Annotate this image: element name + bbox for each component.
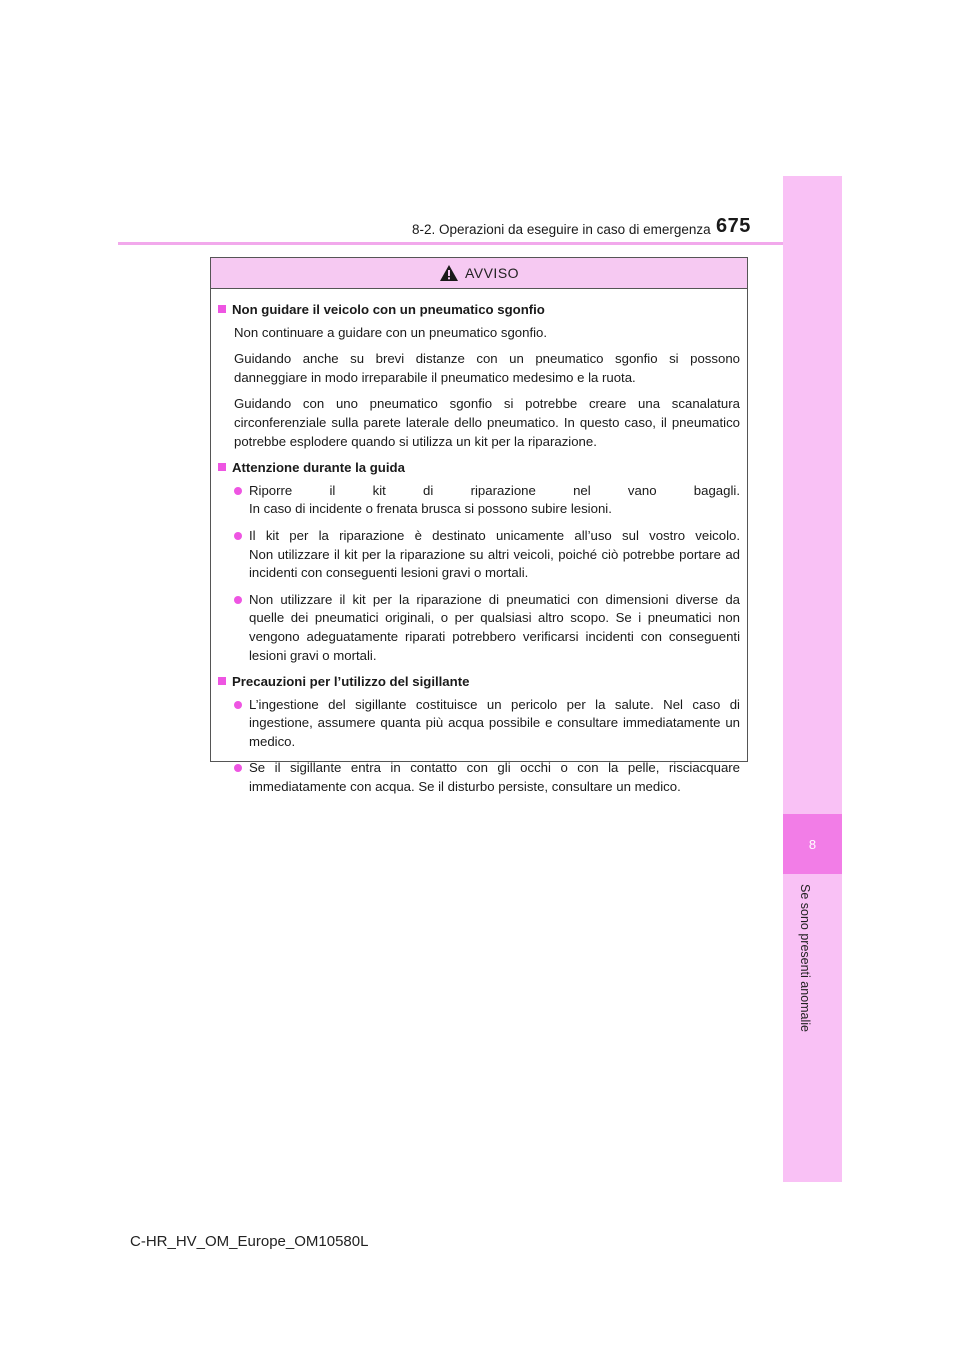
text-line: potrebbe esplodere quando si utilizza un kit per la riparazione. xyxy=(234,433,597,449)
warning-section-heading xyxy=(218,301,740,320)
text-line: vengono adeguatamente riparati potrebbero verificarsi incidenti con conseguenti xyxy=(249,628,740,644)
circle-bullet-icon xyxy=(234,596,242,604)
section-title: 8-2. Operazioni da eseguire in caso di emergenza xyxy=(412,222,711,237)
text-line: immediatamente con acqua. Se il disturbo persiste, consultare un medico. xyxy=(249,779,681,795)
warning-section-heading xyxy=(218,459,740,478)
heading-text: Attenzione durante la guida xyxy=(232,460,405,476)
text-line: Guidando con uno pneumatico sgonfio si potrebbe creare una scanalatura xyxy=(234,396,740,412)
text-line: ingestione, assumere quanta più acqua possibile e consultare immediatamente un xyxy=(249,715,740,731)
list-item xyxy=(234,696,740,752)
text-line: incidenti con conseguenti lesioni gravi o mortali. xyxy=(249,565,529,581)
heading-text: Precauzioni per l’utilizzo del sigillante xyxy=(232,674,470,690)
text-line: Riporre il kit di riparazione nel vano bagagli. xyxy=(249,482,740,498)
square-bullet-icon xyxy=(218,677,226,685)
text-line: Non continuare a guidare con un pneumatico sgonfio. xyxy=(234,324,548,340)
warning-title: AVVISO xyxy=(464,265,520,281)
text-line: medico. xyxy=(249,733,296,749)
list-item-text xyxy=(249,591,740,665)
heading-text: Non guidare il veicolo con un pneumatico sgonfio xyxy=(232,302,545,317)
document-code: C-HR_HV_OM_Europe_OM10580L xyxy=(130,1233,369,1250)
page-number: 675 xyxy=(716,215,751,237)
warning-header xyxy=(211,258,747,289)
list-item-text xyxy=(249,696,740,752)
list-item-text xyxy=(249,759,740,796)
text-line: danneggiare in modo irreparabile il pneumatico medesimo e la ruota. xyxy=(234,369,636,385)
list-item xyxy=(234,527,740,583)
text-line: L’ingestione del sigillante costituisce un pericolo per la salute. Nel caso di xyxy=(249,696,740,712)
warning-paragraph xyxy=(234,395,740,451)
circle-bullet-icon xyxy=(234,764,242,772)
chapter-label: Se sono presenti anomalie xyxy=(798,884,812,1033)
text-line: Il kit per la riparazione è destinato unicamente all’uso sul vostro veicolo. xyxy=(249,527,740,543)
text-line: Non utilizzare il kit per la riparazione su altri veicoli, poiché ciò potrebbe portare ad xyxy=(249,546,740,562)
warning-section-heading xyxy=(218,673,740,692)
list-item-text xyxy=(249,482,740,519)
list-item xyxy=(234,482,740,519)
warning-paragraph xyxy=(234,324,740,343)
text-line: circonferenziale sulla parete laterale dello pneumatico. In questo caso, il pneumatico xyxy=(234,414,740,430)
text-line: In caso di incidente o frenata brusca si possono subire lesioni. xyxy=(249,501,612,517)
list-item xyxy=(234,591,740,665)
text-line: quelle dei pneumatici originali, o per qualsiasi altro scopo. Se i pneumatici non xyxy=(249,610,740,626)
square-bullet-icon xyxy=(218,463,226,471)
circle-bullet-icon xyxy=(234,487,242,495)
text-line: lesioni gravi o mortali. xyxy=(249,647,377,663)
text-line: Guidando anche su brevi distanze con un pneumatico sgonfio si possono xyxy=(234,351,740,367)
warning-body xyxy=(211,289,747,797)
chapter-sidebar xyxy=(783,176,842,1182)
warning-triangle-icon xyxy=(439,264,459,282)
chapter-tab[interactable]: 8 xyxy=(783,814,842,874)
warning-box xyxy=(210,257,748,795)
list-item xyxy=(234,759,740,796)
header-rule xyxy=(118,242,842,245)
text-line: Non utilizzare il kit per la riparazione di pneumatici con dimensioni diverse da xyxy=(249,591,740,607)
list-item-text xyxy=(249,527,740,583)
warning-paragraph xyxy=(234,350,740,387)
circle-bullet-icon xyxy=(234,701,242,709)
circle-bullet-icon xyxy=(234,532,242,540)
square-bullet-icon xyxy=(218,305,226,313)
text-line: Se il sigillante entra in contatto con gli occhi o con la pelle, risciacquare xyxy=(249,760,740,776)
